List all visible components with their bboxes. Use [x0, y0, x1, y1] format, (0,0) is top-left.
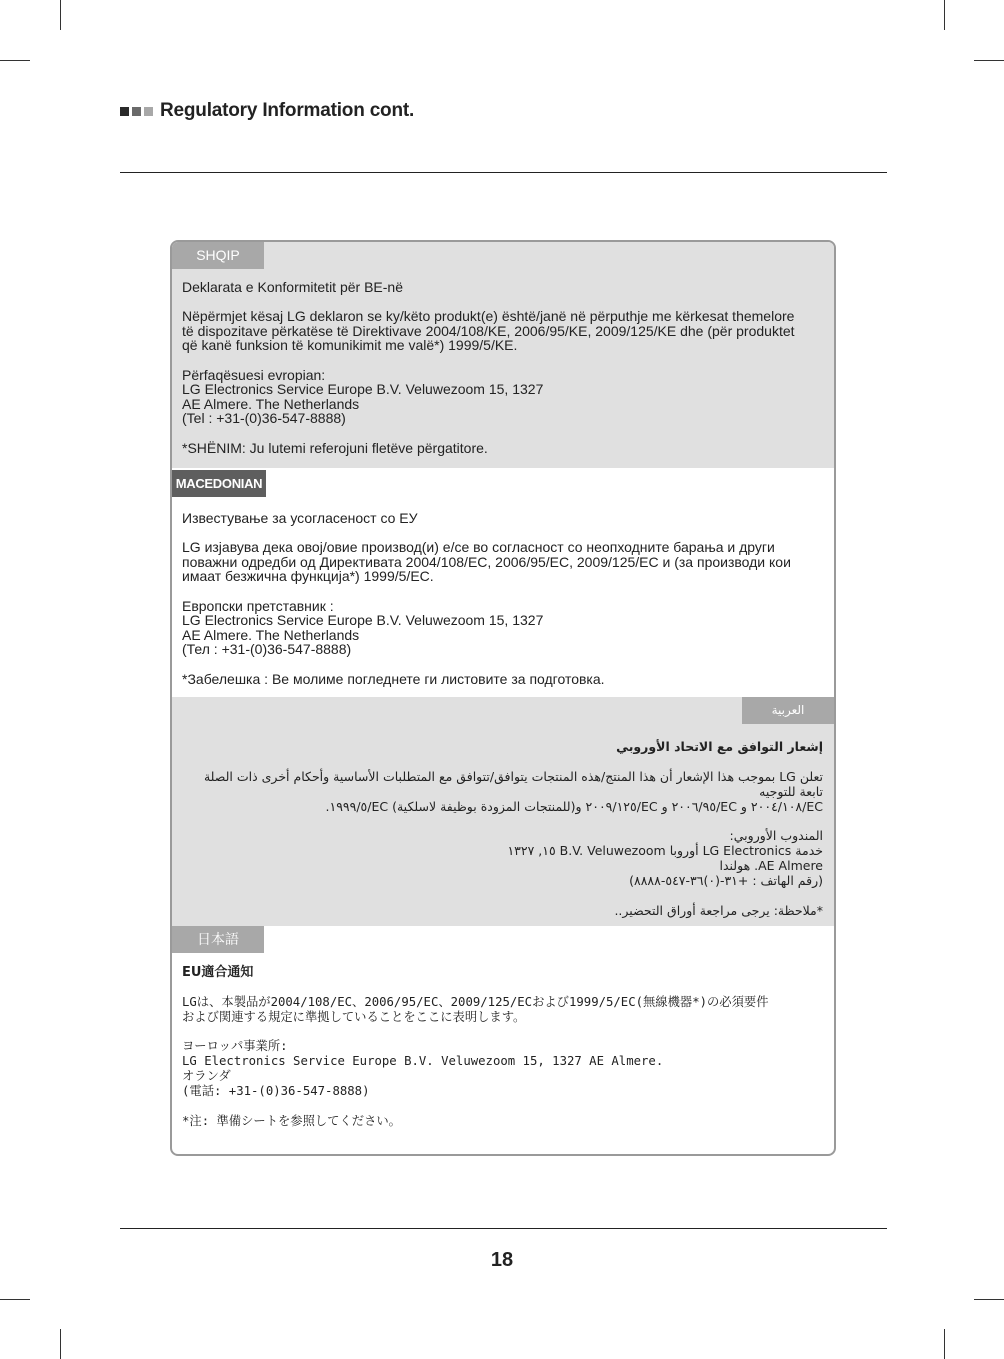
tab-macedonian: MACEDONIAN: [172, 470, 266, 497]
tab-japanese: 日本語: [172, 926, 264, 953]
crop-mark: [974, 60, 1004, 61]
text-line: Deklarata e Konformitetit për BE-në: [182, 279, 403, 295]
page-number: 18: [490, 1249, 514, 1271]
section-arabic: [172, 697, 834, 926]
japanese-body: [182, 995, 823, 1129]
text-line: المندوب الأوروبي:: [729, 828, 823, 844]
crop-mark: [60, 1329, 61, 1359]
text-line: LG изјавува дека овој/овие производ(и) е/се во согласност со неопходните барања и други: [182, 539, 775, 556]
text-line: تعلن LG بموجب هذا الإشعار أن هذا المنتج/هذه المنتجات يتوافق/تتوافق مع المتطلبات الأساسية وأحكام أخرى ذات الصلة تابعة للتوجيه: [203, 768, 823, 799]
text-line: خدمة LG Electronics أوروبا B.V. Veluwezoom ١٥, ١٣٢٧: [507, 843, 823, 859]
text-line: Европски претставник :: [182, 597, 334, 614]
text-line: オランダ: [182, 1069, 231, 1084]
text-line: LG Electronics Service Europe B.V. Veluwezoom 15, 1327: [182, 612, 544, 629]
section-shqip: [172, 242, 834, 468]
text-line: LG Electronics Service Europe B.V. Veluwezoom 15, 1327: [182, 381, 544, 398]
text-line: Përfaqësuesi evropian:: [182, 366, 326, 383]
shqip-text: [182, 280, 823, 455]
text-line: LGは、本製品が2004/108/EC、2006/95/EC、2009/125/ECおよび1999/5/EC(無線機器*)の必須要件: [182, 994, 769, 1009]
text-line: (Тел : +31-(0)36-547-8888): [182, 641, 352, 658]
section-japanese: [172, 926, 834, 1154]
tab-arabic: العربية: [742, 697, 834, 724]
tab-shqip: SHQIP: [172, 242, 264, 269]
top-divider: [120, 172, 887, 173]
text-line: (Tel : +31-(0)36-547-8888): [182, 410, 346, 427]
japanese-text: [182, 965, 823, 1129]
arabic-body: [182, 769, 823, 918]
crop-mark: [60, 0, 61, 30]
page-header: [120, 100, 414, 122]
text-line: имаат безжична функција*) 1999/5/EC.: [182, 568, 434, 585]
square-icon: [120, 107, 129, 116]
section-macedonian: [172, 468, 834, 697]
crop-mark: [0, 60, 30, 61]
crop-mark: [944, 0, 945, 30]
crop-mark: [974, 1299, 1004, 1300]
square-icon: [132, 107, 141, 116]
text-line: および関連する規定に準拠していることをここに表明します。: [182, 1009, 526, 1024]
text-line: *SHËNIM: Ju lutemi referojuni fletëve përgatitore.: [182, 439, 488, 456]
text-line: që kanë funksion të komunikimit me valë*) 1999/5/KE.: [182, 337, 518, 354]
text-line: Nëpërmjet kësaj LG deklaron se ky/këto produkt(e) është/janë në përputhje me kërkesat themelore: [182, 308, 795, 325]
text-line: AE Almere. The Netherlands: [182, 395, 360, 412]
text-line: të dispozitave përkatëse të Direktivave 2004/108/KE, 2006/95/KE, 2009/125/KE dhe (për produktet: [182, 322, 795, 339]
text-line: *ملاحظة: يرجى مراجعة أوراق التحضير..: [614, 902, 823, 918]
text-line: LG Electronics Service Europe B.V. Veluwezoom 15, 1327 AE Almere.: [182, 1054, 664, 1069]
text-line: AE Almere. The Netherlands: [182, 626, 360, 643]
text-line: *Забелешка : Ве молиме погледнете ги листовите за подготовка.: [182, 670, 605, 687]
text-line: AE Almere. هولندا: [719, 858, 823, 874]
text-line: (رقم الهاتف : +٣١-(٠)٣٦-٥٤٧-٨٨٨٨): [629, 873, 823, 889]
bottom-divider: [120, 1228, 887, 1229]
arabic-text: [182, 739, 823, 918]
declarations-panel: [170, 240, 836, 1156]
crop-mark: [0, 1299, 30, 1300]
crop-mark: [944, 1329, 945, 1359]
text-line: поважни одредби од Директивата 2004/108/EC, 2006/95/EC, 2009/125/EC и (за производи кои: [182, 553, 791, 570]
text-line: EC/٢٠٠٤/١٠٨ و EC/٢٠٠٦/٩٥ و EC/٢٠٠٩/١٢٥ و(للمنتجات المزودة بوظيفة لاسلكية) EC/١٩٩٩/٥.: [325, 798, 823, 814]
square-icon: [144, 107, 153, 116]
page-title: Regulatory Information cont.: [160, 100, 415, 121]
macedonian-text: [182, 511, 823, 686]
text-line: (電話: +31-(0)36-547-8888): [182, 1084, 370, 1099]
text-line: *注: 準備シートを参照してください。: [182, 1113, 401, 1128]
arabic-title: إشعار التوافق مع الاتحاد الأوروبي: [616, 739, 823, 754]
japanese-title: EU適合通知: [182, 965, 254, 980]
text-line: Известување за усогласеност со ЕУ: [182, 510, 418, 526]
text-line: ヨーロッパ事業所:: [182, 1039, 288, 1054]
